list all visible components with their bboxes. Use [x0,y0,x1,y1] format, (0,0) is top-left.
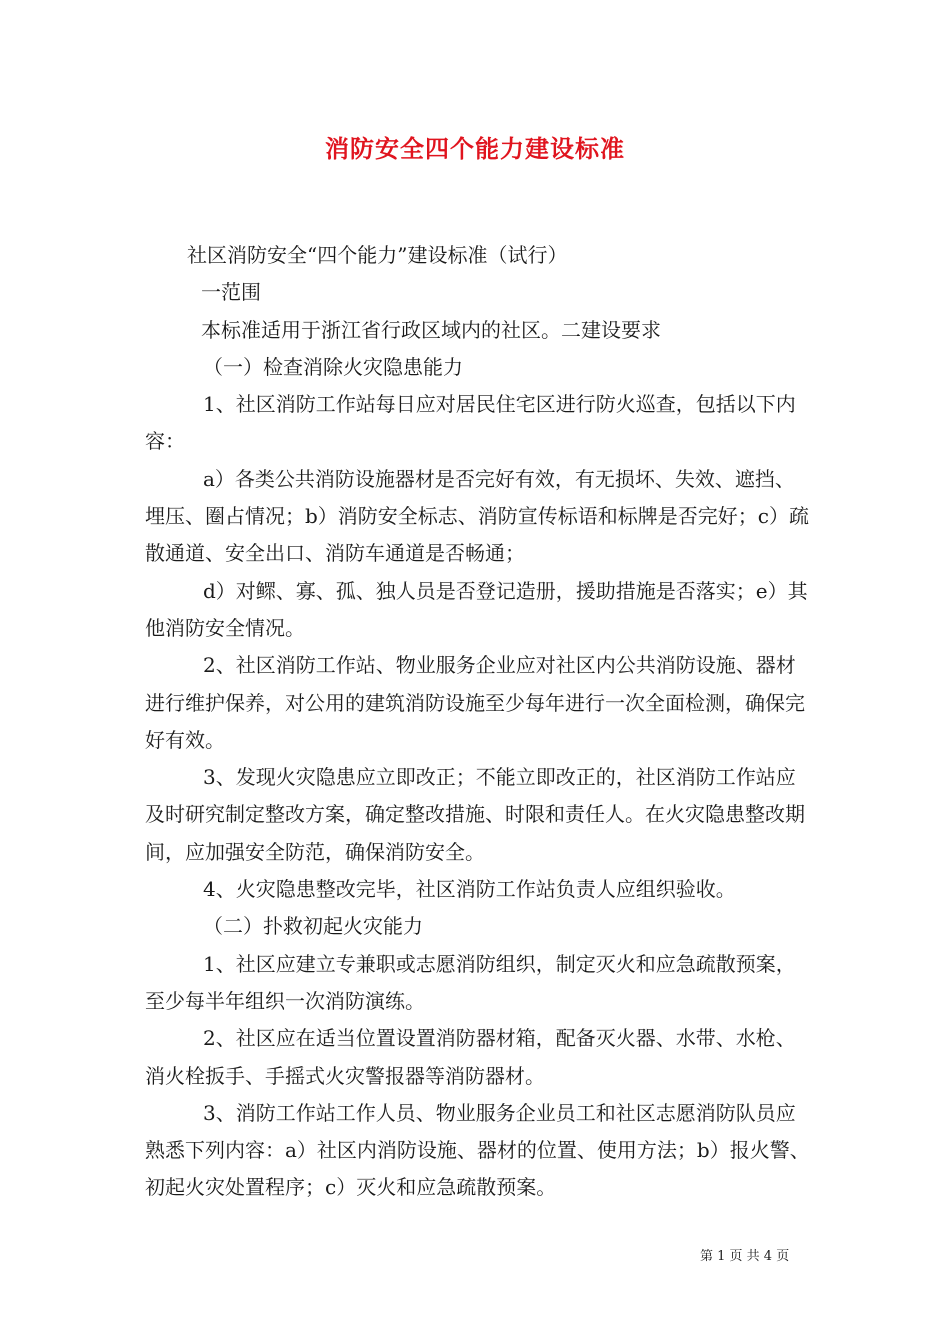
paragraph-item: a）各类公共消防设施器材是否完好有效，有无损坏、失效、遮挡、埋压、圈占情况；b）消防安全标志、消防宣传标语和标牌是否完好；c）疏散通道、安全出口、消防车通道是否畅通； [145,466,810,566]
paragraph-item: 4、火灾隐患整改完毕，社区消防工作站负责人应组织验收。 [203,877,736,902]
paragraph-item: 2、社区应在适当位置设置消防器材箱，配备灭火器、水带、水枪、消火栓扳手、手摇式火灾警报器等消防器材。 [145,1026,796,1088]
paragraph-subtitle: 社区消防安全“四个能力”建设标准（试行） [187,243,568,267]
paragraph-scope-text: 本标准适用于浙江省行政区域内的社区。二建设要求 [201,317,661,342]
paragraph-item: d）对鳏、寡、孤、独人员是否登记造册，援助措施是否落实；e）其他消防安全情况。 [145,578,808,640]
paragraph-heading-2: （二）扑救初起火灾能力 [203,914,423,939]
paragraph-item: 1、社区消防工作站每日应对居民住宅区进行防火巡查，包括以下内容： [145,392,796,454]
paragraph-item: 2、社区消防工作站、物业服务企业应对社区内公共消防设施、器材进行维护保养，对公用的建筑消防设施至少每年进行一次全面检测，确保完好有效。 [145,653,805,752]
paragraph-heading-1: （一）检查消除火灾隐患能力 [203,354,463,379]
paragraph-item: 3、消防工作站工作人员、物业服务企业员工和社区志愿消防队员应熟悉下列内容：a）社区内消防设施、器材的位置、使用方法；b）报火警、初起火灾处置程序；c）灭火和应急疏散预案。 [145,1100,810,1200]
document-body [145,237,810,1207]
paragraph-item: 3、发现火灾隐患应立即改正；不能立即改正的，社区消防工作站应及时研究制定整改方案，确定整改措施、时限和责任人。在火灾隐患整改期间，应加强安全防范，确保消防安全。 [145,765,805,864]
document-title: 消防安全四个能力建设标准 [325,134,625,163]
page-number: 第 1 页 共 4 页 [700,1249,790,1264]
paragraph-section-scope: 一范围 [201,280,261,305]
paragraph-item: 1、社区应建立专兼职或志愿消防组织，制定灭火和应急疏散预案，至少每半年组织一次消防演练。 [145,951,796,1013]
